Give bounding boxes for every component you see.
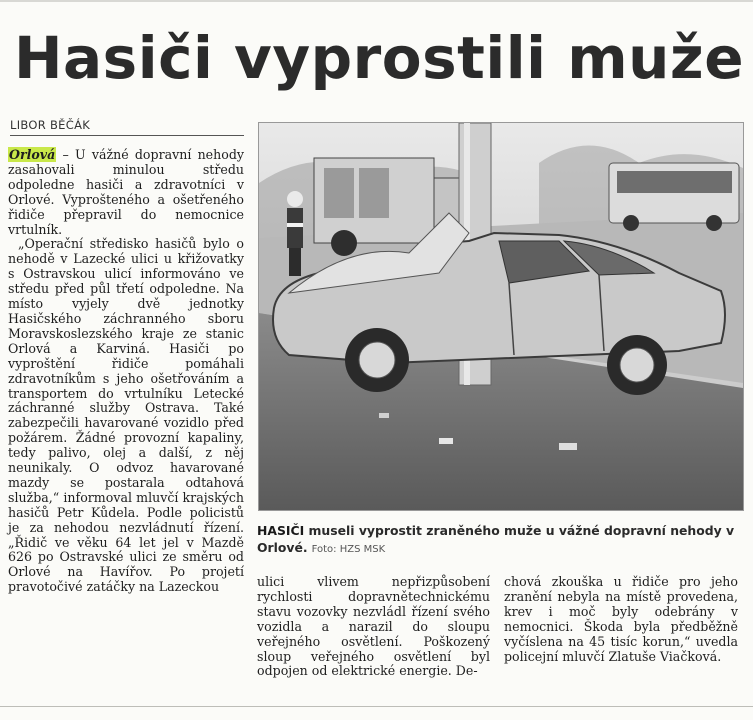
lead-text: – U vážné dopravní nehody zasahovali minulou středu odpoledne hasiči a zdravotníci v Orlové. Vyprošteného a ošetřeného řidiče přepravil do nemocnice vrtulník. — [8, 147, 244, 237]
photo-credit: Foto: HZS MSK — [311, 544, 386, 555]
news-photo — [258, 122, 744, 511]
bottom-rule — [0, 706, 753, 707]
column-3 — [504, 575, 738, 664]
paragraph-2: „Operační středisko hasičů bylo o nehodě v Lazecké ulici u křižovatky s Ostravskou ulicí informováno ve středu před půl třetí odpoledne. Na místo vyjely dvě jednotky Hasičského záchranného sboru Moravskoslezského kraje ze stanic Orlová a Karviná. Hasiči po vyproštění řidiče pomáhali zdravotníkům s jeho ošetřováním a transportem do vrtulníku Letecké záchranné služby Ostrava. Také zabezpečili havarované vozidlo před požárem. Žádné provozní kapaliny, tedy palivo, olej a další, z něj neunikaly. O odvoz havarované mazdy se postarala odtahová služba,“ informoval mluvčí krajských hasičů Petr Kůdela. Podle policistů je za nehodou nezvládnutí řízení. „Řidič ve věku 64 let jel v Mazdě 626 po Ostravské ulici ze směru od Orlové na Havířov. Po projetí pravotočivé zatáčky na Lazeckou — [8, 236, 244, 595]
photo-caption — [257, 522, 739, 558]
byline: LIBOR BĚČÁK — [10, 118, 244, 136]
place-tag: Orlová — [9, 147, 56, 162]
top-rule — [0, 0, 753, 2]
column-1 — [8, 148, 244, 595]
lead-paragraph — [8, 148, 244, 237]
column-2-text: ulici vlivem nepřizpůsobení rychlosti dopravnětechnickému stavu vozovky nezvládl řízení svého vozidla a narazil do sloupu veřejného osvětlení. Poškozený sloup veřejného osvětlení byl odpojen od elektrické energie. De- — [257, 574, 490, 679]
caption-text: museli vyprostit zraněného muže u vážné dopravní nehody v Orlové. — [257, 523, 735, 555]
column-2 — [257, 575, 490, 679]
headline: Hasiči vyprostili muže — [14, 24, 745, 92]
caption-lead: HASIČI — [257, 523, 305, 538]
crash-scene-illustration — [259, 123, 743, 510]
column-3-text: chová zkouška u řidiče pro jeho zranění nebyla na místě provedena, krev i moč byly odebrány v nemocnici. Škoda byla předběžně vyčíslena na 45 tisíc korun,“ uvedla policejní mluvčí Zlatuše Viačková. — [504, 574, 738, 664]
